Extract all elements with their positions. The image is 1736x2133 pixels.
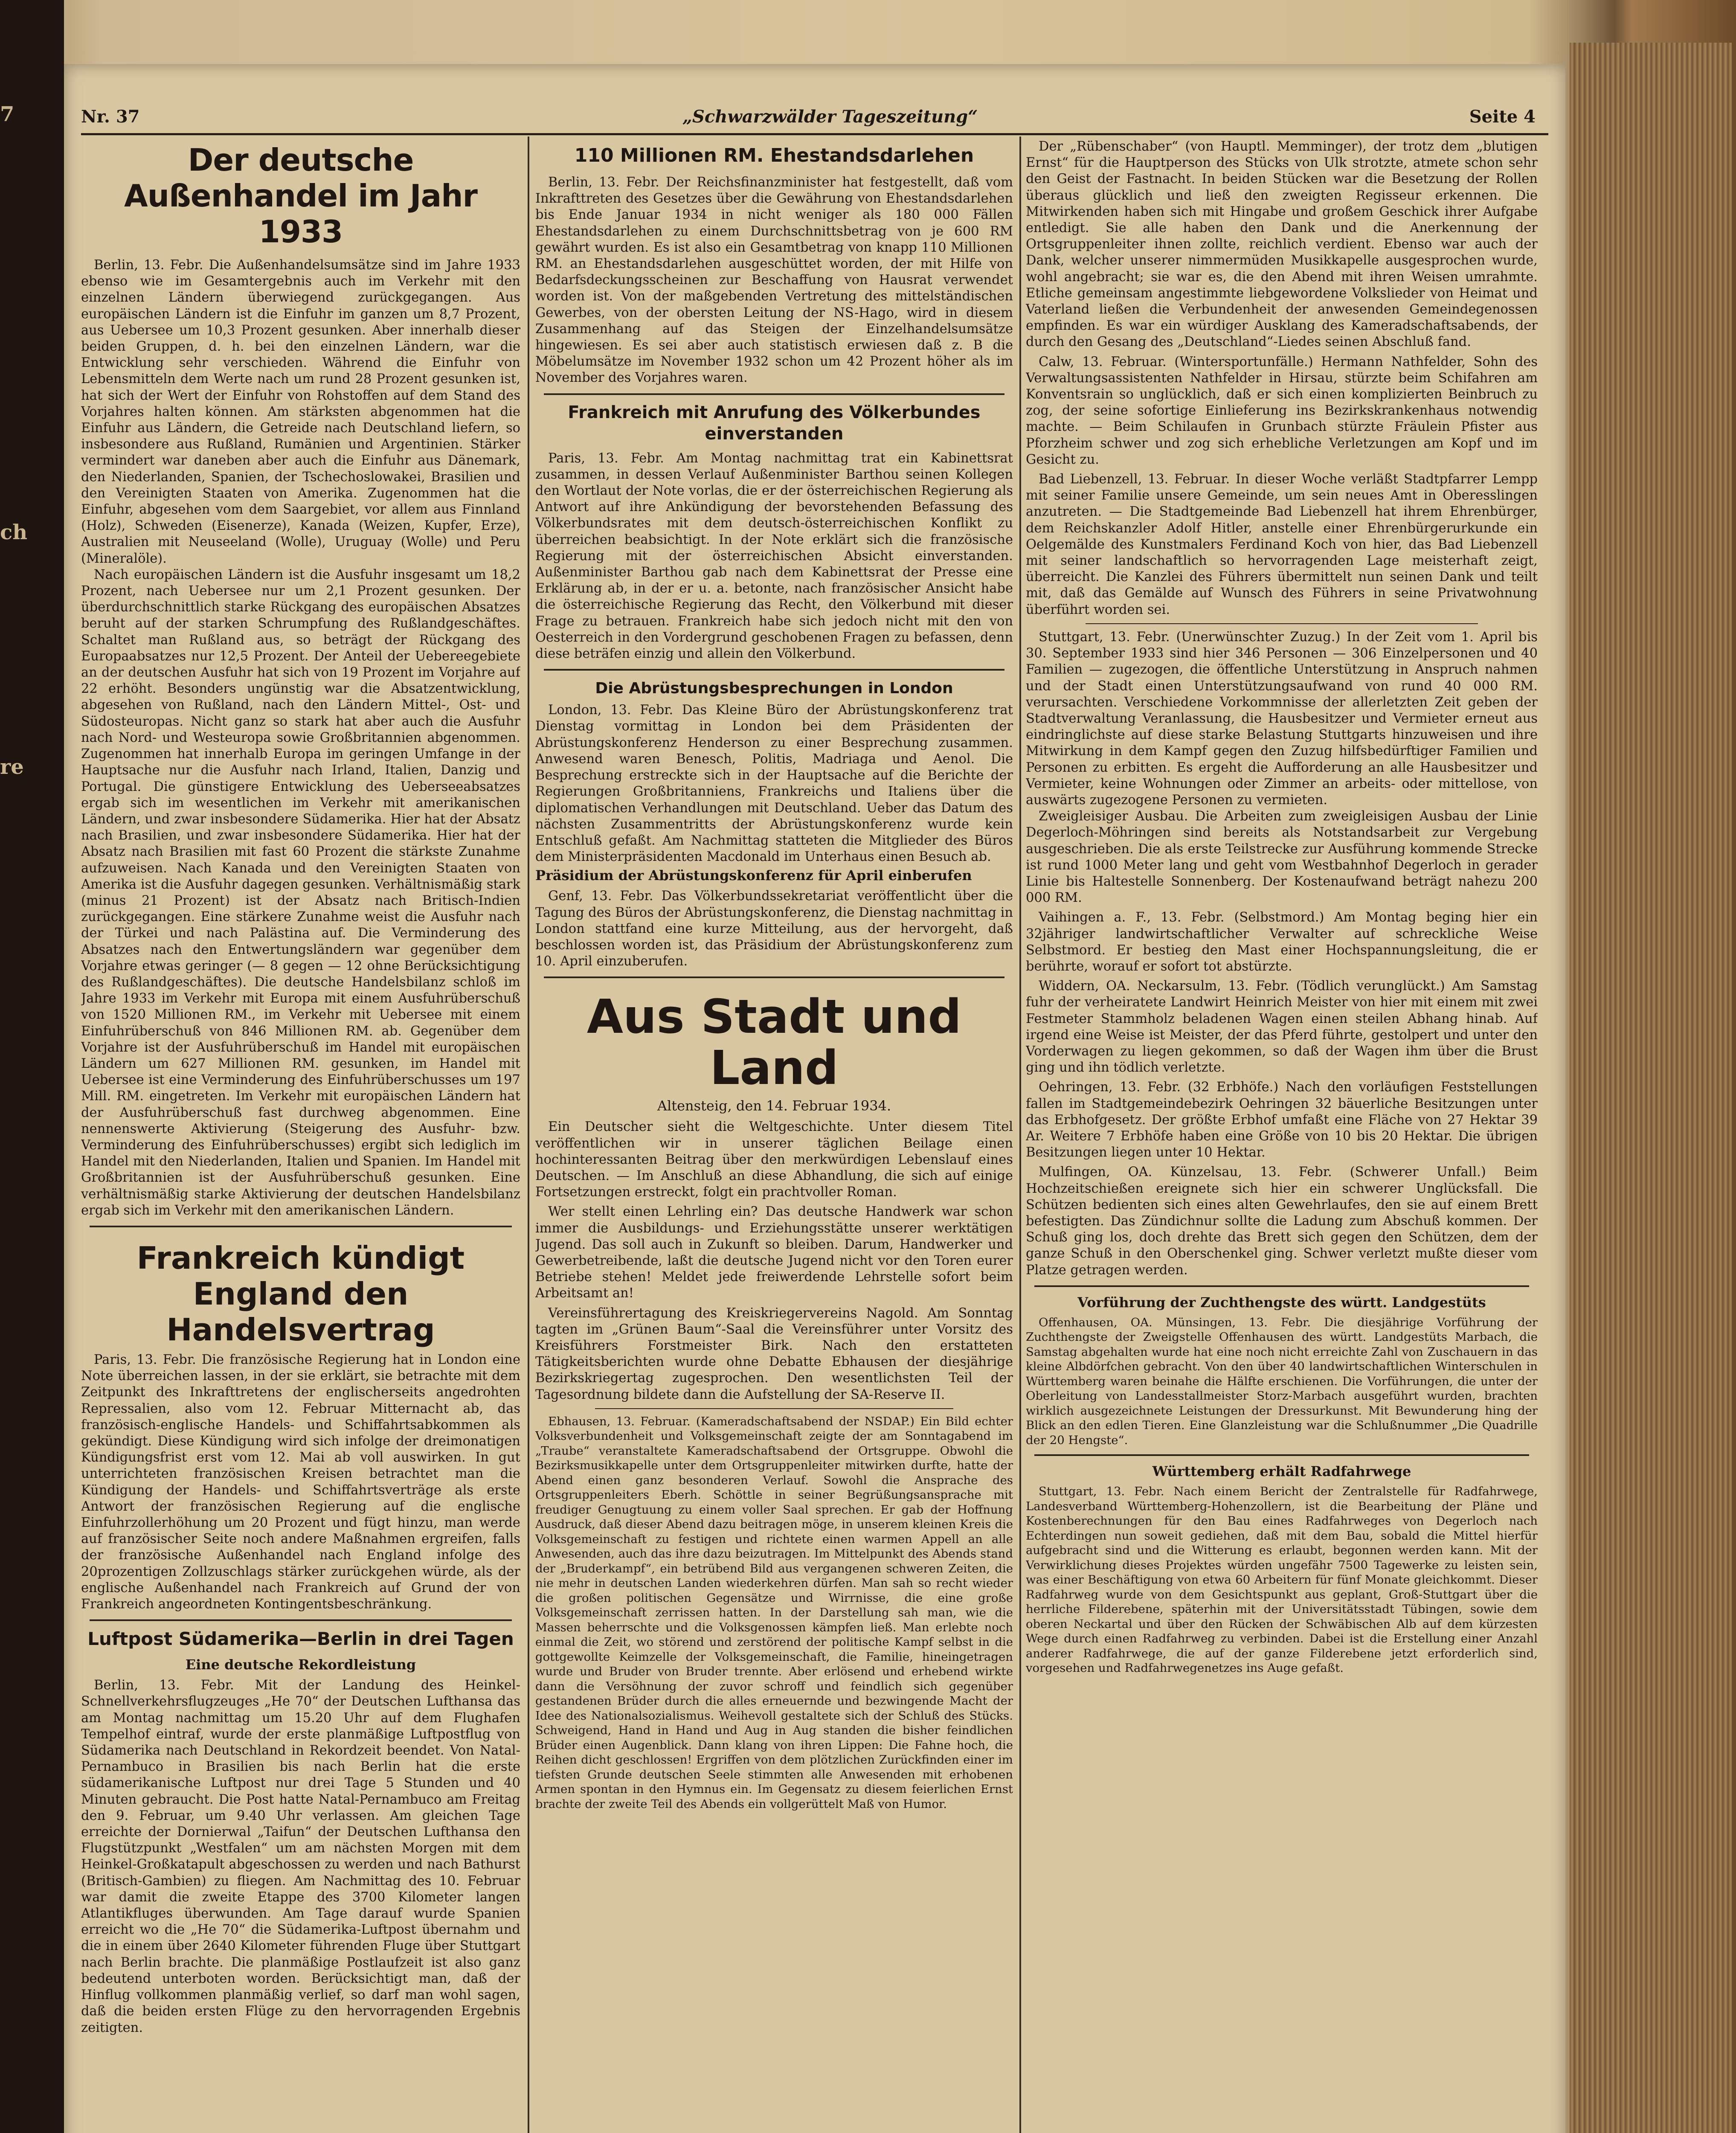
- book-binding: [1570, 43, 1732, 2133]
- article-paragraph: Vaihingen a. F., 13. Febr. (Selbstmord.) Am Montag beging hier ein 32jähriger landwirtschaftlicher Verwalter auf schreckliche Weise Selbstmord. Er bestieg den Mast einer Hochspannungsleitung, die er berührte, worauf er sofort tot abstürzte.: [1026, 910, 1538, 974]
- article-paragraph: Widdern, OA. Neckarsulm, 13. Febr. (Tödlich verunglückt.) Am Samstag fuhr der verheiratete Landwirt Heinrich Meister von hier mit einem mit zwei Festmeter Stammholz beladenen Wagen einen steilen Abhang hinab. Auf irgend eine Weise ist Meister, der das Pferd führte, gestolpert und unter den Vorderwagen zu liegen gekommen, so daß der Wagen ihm über die Brust ging und ihn tödlich verletzte.: [1026, 979, 1538, 1075]
- margin-fragment: ch: [0, 520, 28, 544]
- previous-page-edge: [0, 0, 64, 2133]
- article-paragraph: Zweigleisiger Ausbau. Die Arbeiten zum zweigleisigen Ausbau der Linie Degerloch-Möhringen sind bereits als Notstandsarbeit zur Vergebung ausgeschrieben. Die als erste Teilstrecke zur Ausführung kommende Strecke ist rund 1000 Meter lang und geht vom Westbahnhof Degerloch in gerader Linie bis Haltestelle Sonnenberg. Der Kostenaufwand beträgt nahezu 200 000 RM.: [1026, 809, 1538, 906]
- article-paragraph: Oehringen, 13. Febr. (32 Erbhöfe.) Nach den vorläufigen Feststellungen fallen im Stadtgemeindebezirk Oehringen 32 bäuerliche Besitzungen unter das Erbhofgesetz. Der größte Erbhof umfaßt eine Fläche von 27 Hektar 39 Ar. Weitere 7 Erbhöfe haben eine Größe von 10 bis 20 Hektar. Die übrigen Besitzungen liegen unter 10 Hektar.: [1026, 1080, 1538, 1160]
- separator: [1034, 1285, 1529, 1287]
- article-paragraph: Genf, 13. Febr. Das Völkerbundssekretariat veröffentlicht über die Tagung des Büros der Abrüstungskonferenz, die Dienstag nachmittag in London stattfand eine kurze Mitteilung, aus der hervorgeht, daß beschlossen worden ist, das Präsidium der Abrüstungskonferenz zum 10. April einzuberufen.: [535, 889, 1013, 969]
- article-paragraph: Ebhausen, 13. Februar. (Kameradschaftsabend der NSDAP.) Ein Bild echter Volksverbundenheit und Volksgemeinschaft zeigte der am Sonntagabend im „Traube“ veranstaltete Kameradschaftsabend der Ortsgruppe. Obwohl die Bezirksmusikkapelle unter dem Ortsgruppenleiter mitwirken durfte, hatte der Abend einen ganz besonderen Verlauf. Sowohl die Ansprache des Ortsgruppenleiters Eberh. Schöttle in seiner Begrüßungsansprache mit freudiger Genugtuung zu einem voller Saal sprechen. Er gab der Hoffnung Ausdruck, daß dieser Abend dazu beitragen möge, in unserem kleinen Kreis die Volksgemeinschaft zu festigen und richtete einen warmen Appell an alle Anwesenden, auch das ihre dazu beizutragen. Im Mittelpunkt des Abends stand der „Bruderkampf“, ein betrübend Bild aus vergangenen schweren Zeiten, die nie mehr in deutschen Landen wiederkehren dürfen. Man sah so recht wieder die großen politischen Gegensätze und Wirrnisse, die eine große Volksgemeinschaft zerrissen hatten. In der Darstellung sah man, wie die Massen beherrschte und die Volksgenossen kämpfen ließ. Man erlebte noch einmal die Zeit, wo störend und zerstörend der politische Kampf selbst in die gottgewollte Keimzelle der Volksgemeinschaft, die Familie, hineingetragen wurde und Bruder von Bruder trennte. Aber erlösend und erhebend wirkte dann die Versöhnung der zuvor schroff und feindlich sich gegenüber gestandenen Brüder durch die alles erneuernde und bezwingende Macht der Idee des Nationalsozialismus. Weihevoll gestaltete sich der Schluß des Stücks. Schweigend, Hand in Hand und Aug in Aug standen die bisher feindlichen Brüder einen Augenblick. Dann klang von ihren Lippen: Die Fahne hoch, die Reihen dicht geschlossen! Ergriffen von dem plötzlichen Zurückfinden einer im tiefsten Grunde deutschen Seele stimmten alle Anwesenden mit erhobenen Armen spontan in den Hymnus ein. Im Gegensatz zu diesem feierlichen Ernst brachte der zweite Teil des Abends ein vollgerüttelt Maß von Humor.: [535, 1414, 1013, 1811]
- column-divider: [1019, 137, 1021, 2133]
- article-paragraph: Stuttgart, 13. Febr. Nach einem Bericht der Zentralstelle für Radfahrwege, Landesverband Württemberg-Hohenzollern, ist die Bearbeitung der Pläne und Kostenberechnungen für den Bau eines Radfahrweges von Degerloch nach Echterdingen nun soweit gediehen, daß mit dem Bau, sobald die Mittel hierfür aufgebracht sind und die Witterung es erlaubt, begonnen werden kann. Mit der Verwirklichung dieses Projektes würden ungefähr 7500 Tagewerke zu leisten sein, was einer Beschäftigung von etwa 60 Arbeitern für fünf Monate gleichkommt. Dieser Radfahrweg wurde von dem Gesichtspunkt aus geplant, Groß-Stuttgart über die herrliche Filderebene, späterhin mit der Universitätsstadt Tübingen, sowie dem oberen Neckartal und über den Rücken der Schwäbischen Alb auf dem kürzesten Wege durch einen Radfahrweg zu verbinden. Dabei ist die Erstellung einer Anzahl anderer Radfahrwege, die auf der ganze Filderebene jetzt erforderlich sind, vorgesehen und Radfahrwegenetzes ins Auge gefaßt.: [1026, 1485, 1538, 1675]
- newspaper-name: „Schwarzwälder Tageszeitung“: [682, 107, 978, 127]
- separator: [90, 1619, 512, 1621]
- article-paragraph: Berlin, 13. Febr. Der Reichsfinanzminister hat festgestellt, daß vom Inkrafttreten des Gesetzes über die Gewährung von Ehestandsdarlehen bis Ende Januar 1934 in nicht weniger als 180 000 Fällen Ehestandsdarlehen zu einem Durchschnittsbetrag von je 600 RM gewährt wurden. Es ist also ein Gesamtbetrag von knapp 110 Millionen RM. an Ehestandsdarlehen ausgeschüttet worden, der mit Hilfe von Bedarfsdeckungsscheinen zur Beschaffung von Hausrat verwendet worden ist. Von der maßgebenden Vertretung des mittelständischen Gewerbes, von der obersten Leitung der NS-Hago, wird in diesem Zusammenhang auf das Steigen der Einzelhandelsumsätze hingewiesen. Es sei aber auch statistisch erwiesen daß z. B die Möbelumsätze im November 1932 schon um 42 Prozent höher als im November des Vorjahres waren.: [535, 175, 1013, 386]
- article-paragraph: Wer stellt einen Lehrling ein? Das deutsche Handwerk war schon immer die Ausbildungs- und Erziehungsstätte unserer werktätigen Jugend. Das soll auch in Zukunft so bleiben. Darum, Handwerker und Gewerbetreibende, laßt die deutsche Jugend nicht vor den Toren eurer Betriebe stehen! Meldet jede freiwerdende Lehrstelle sofort beim Arbeitsamt an!: [535, 1204, 1013, 1301]
- article-paragraph: Paris, 13. Febr. Am Montag nachmittag trat ein Kabinettsrat zusammen, in dessen Verlauf Außenminister Barthou seinen Kollegen den Wortlaut der Note vorlas, die er der österreichischen Regierung als Antwort auf ihre Ankündigung der bevorstehenden Befassung des Völkerbundsrates mit dem deutsch-österreichischen Konflikt zu überreichen beabsichtigt. In der Note erklärt sich die französische Regierung mit der österreichischen Absicht einverstanden. Außenminister Barthou gab nach dem Kabinettsrat der Presse eine Erklärung ab, in der er u. a. betonte, nach französischer Ansicht habe die österreichische Regierung das Recht, den Völkerbund mit dieser Frage zu betrauen. Frankreich habe sich jedoch nicht mit den von Oesterreich in den Vordergrund geschobenen Fragen zu befassen, denn diese beträfen einzig und allein den Völkerbund.: [535, 450, 1013, 662]
- separator: [90, 1226, 512, 1227]
- separator: [1034, 1454, 1529, 1456]
- page-header: [81, 107, 1553, 132]
- column-left: [81, 139, 520, 2036]
- article-paragraph: Bad Liebenzell, 13. Februar. In dieser Woche verläßt Stadtpfarrer Lempp mit seiner Familie unsere Gemeinde, um sein neues Amt in Oberesslingen anzutreten. — Die Stadtgemeinde Bad Liebenzell hat ihrem Ehrenbürger, dem Reichskanzler Adolf Hitler, anstelle einer Ehrenbürgerurkunde ein Oelgemälde des Kunstmalers Ferdinand Koch von hier, das Bad Liebenzell mit seiner landschaftlich so hervorragenden Lage meisterhaft zeigt, überreicht. Die Kanzlei des Führers übermittelt nun seinen Dank und teilt mit, daß das Gemälde auf Wunsch des Führers in seine Privatwohnung überführt worden sei.: [1026, 472, 1538, 617]
- margin-fragment: 7: [0, 102, 15, 126]
- separator: [544, 669, 1004, 671]
- article-paragraph: Stuttgart, 13. Febr. (Unerwünschter Zuzug.) In der Zeit vom 1. April bis 30. September 1933 sind hier 346 Personen — 306 Einzelpersonen und 40 Familien — zugezogen, die öffentliche Unterstützung in Anspruch nahmen und der Stadt einen Unterstützungsaufwand von rund 40 000 RM. verursachten. Verschiedene Vorkommnisse der allerletzten Zeit geben der Stadtverwaltung Veranlassung, die Hausbesitzer und Vermieter erneut aus eindringlichste auf diese starke Belastung Stuttgarts hinzuweisen und ihre Mitwirkung in dem Kampf gegen den Zuzug hilfsbedürftiger Familien und Personen zu erbitten. Es ergeht die Aufforderung an alle Hausbesitzer und Vermieter, keine Wohnungen oder Zimmer an arbeits- oder mittellose, von auswärts zugezogene Personen zu vermieten.: [1026, 629, 1538, 808]
- separator: [1086, 623, 1478, 624]
- headline: Luftpost Südamerika—Berlin in drei Tagen: [87, 1628, 514, 1650]
- article-paragraph: Nach europäischen Ländern ist die Ausfuhr insgesamt um 18,2 Prozent, nach Uebersee nur um 2,1 Prozent gesunken. Der überdurchschnittlich starke Rückgang des europäischen Absatzes beruht auf der starken Schrumpfung des Rußlandgeschäftes. Schaltet man Rußland aus, so beträgt der Rückgang des Europaabsatzes nur 12,5 Prozent. Der Anteil der Uebereegebiete an der deutschen Ausfuhr hat sich von 19 Prozent im Vorjahre auf 22 erhöht. Besonders ungünstig war die Absatzentwicklung, abgesehen von Rußland, nach den Ländern Mittel-, Ost- und Südosteuropas. Nicht ganz so stark hat aber auch die Ausfuhr nach Nord- und Westeuropa sowie Großbritannien abgenommen. Zugenommen hat innerhalb Europa im geringen Umfange in der Hauptsache nur die Ausfuhr nach Irland, Italien, Danzig und Portugal. Die günstigere Entwicklung des Ueberseeabsatzes ergab sich im wesentlichen im Verkehr mit amerikanischen Ländern, und zwar insbesondere Südamerika. Hier hat der Absatz nach Brasilien, und zwar insbesondere Südamerika. Hier hat der Absatz nach Brasilien mit fast 60 Prozent die stärkste Zunahme aufzuweisen. Nach Kanada und den Vereinigten Staaten von Amerika ist die Ausfuhr dagegen gesunken. Verhältnismäßig stark (minus 21 Prozent) ist der Absatz nach Britisch-Indien zurückgegangen. Eine stärkere Zunahme weist die Ausfuhr nach der Türkei und nach Palästina auf. Die Verminderung des Absatzes nach den Entwertungsländern war gegenüber dem Vorjahre etwas geringer (— 8 gegen — 12 ohne Berücksichtigung des Rußlandgeschäftes). Die deutsche Handelsbilanz schloß im Jahre 1933 im Verkehr mit Europa mit einem Ausfuhrüberschuß von 1520 Millionen RM., im Verkehr mit Uebersee mit einem Einfuhrüberschuß von 846 Millionen RM. ab. Gegenüber dem Vorjahre ist der Ausfuhrüberschuß im Handel mit europäischen Ländern um 627 Millionen RM. gesunken, im Handel mit Uebersee ist eine Verminderung des Einfuhrüberschusses um 197 Mill. RM. eingetreten. Im Verkehr mit europäischen Ländern hat der Ausfuhrüberschuß fast durchweg abgenommen. Eine nennenswerte Aktivierung (Steigerung des Ausfuhr- bzw. Verminderung des Einfuhrüberschusses) ergibt sich lediglich im Handel mit den Niederlanden, Italien und Spanien. Im Handel mit Großbritannien ist der Ausfuhrüberschuß gesunken. Eine verhältnismäßig starke Aktivierung der deutschen Handelsbilanz ergab sich im Verkehr mit den amerikanischen Ländern.: [81, 567, 520, 1218]
- subheadline: Eine deutsche Rekordleistung: [185, 1656, 416, 1673]
- article-paragraph: Der „Rübenschaber“ (von Hauptl. Memminger), der trotz dem „blutigen Ernst“ für die Hauptperson des Stücks von Ulk strotzte, atmete schon sehr den Geist der Fastnacht. In beiden Stücken war die Besetzung der Rollen überaus glücklich und ließ den zweigten Regisseur erkennen. Die Mitwirkenden haben sich mit Hingabe und großem Geschick ihrer Aufgabe entledigt. Sie alle haben den Dank und die Anerkennung der Ortsgruppenleiter ihnen zollte, reichlich verdient. Ebenso war auch der Dank, welcher unserer nimmermüden Musikkapelle ausgesprochen wurde, wohl angebracht; sie war es, die den Abend mit ihren Weisen umrahmte. Etliche gemeinsam angestimmte liebgewordene Volkslieder von Heimat und Vaterland ließen die Verbundenheit der anwesenden Gemeindegenossen empfinden. Es war ein würdiger Ausklang des Kameradschaftsabends, der durch den Gesang des „Deutschland“-Liedes seinen Abschluß fand.: [1026, 139, 1538, 350]
- headline: Württemberg erhält Radfahrwege: [1152, 1463, 1411, 1480]
- article-paragraph: London, 13. Febr. Das Kleine Büro der Abrüstungskonferenz trat Dienstag vormittag in London bei dem Präsidenten der Abrüstungskonferenz Henderson zu einer Besprechung zusammen. Anwesend waren Benesch, Politis, Madriaga und Aenol. Die Besprechung erstreckte sich in der Hauptsache auf die Berichte der Regierungen Großbritanniens, Frankreichs und Italiens über die diplomatischen Verhandlungen mit Deutschland. Ueber das Datum des nächsten Zusammentritts der Abrüstungskonferenz wurde kein Entschluß gefaßt. Am Nachmittag statteten die Mitglieder des Büros dem Ministerpräsidenten Macdonald im Unterhaus einen Besuch ab.: [535, 703, 1013, 865]
- headline: Der deutsche Außenhandel im Jahr 1933: [124, 142, 477, 250]
- article-paragraph: Paris, 13. Febr. Die französische Regierung hat in London eine Note überreichen lassen, in der sie erklärt, sie betrachte mit dem Zeitpunkt des Inkrafttretens der englischerseits angedrohten Repressalien, also vom 12. Februar Mitternacht ab, das französisch-englische Handels- und Schiffahrtsabkommen als gekündigt. Diese Kündigung wird sich infolge der dreimonatigen Kündigungsfrist erst vom 12. Mai ab voll auswirken. In gut unterrichteten französischen Kreisen betrachtet man die Kündigung der Handels- und Schiffahrtsverträge als erste Antwort der französischen Regierung auf die englische Einfuhrzollerhöhung um 20 Prozent und fügt hinzu, man werde auf französischer Seite noch andere Maßnahmen ergreifen, falls der französische Außenhandel nach England infolge des 20prozentigen Zollzuschlags stärker zurückgehen würde, als der englische Außenhandel nach Frankreich auf Grund der von Frankreich angeordneten Kontingentsbeschränkung.: [81, 1352, 520, 1612]
- article-paragraph: Berlin, 13. Febr. Die Außenhandelsumsätze sind im Jahre 1933 ebenso wie im Gesamtergebnis auch im Verkehr mit den einzelnen Ländern überwiegend zurückgegangen. Aus europäischen Ländern ist die Einfuhr im ganzen um 8,7 Prozent, aus Uebersee um 10,3 Prozent gesunken. Aber innerhalb dieser beiden Gruppen, d. h. bei den einzelnen Ländern, war die Entwicklung sehr verschieden. Während die Einfuhr von Lebensmitteln dem Werte nach um rund 28 Prozent gesunken ist, hat sich der Wert der Einfuhr von Rohstoffen auf dem Stand des Vorjahres halten können. Am stärksten abgenommen hat die Einfuhr aus Ländern, die Getreide nach Deutschland liefern, so insbesondere aus Rußland, Rumänien und Argentinien. Stärker vermindert war daneben aber auch die Einfuhr aus Dänemark, den Niederlanden, Spanien, der Tschechoslowakei, Brasilien und den Vereinigten Staaten von Amerika. Zugenommen hat die Einfuhr, abgesehen vom dem Saargebiet, vor allem aus Finnland (Holz), Schweden (Eisenerze), Kanada (Weizen, Kupfer, Erze), Australien mit Neuseeland (Wolle), Uruguay (Wolle) und Peru (Mineralöle).: [81, 258, 520, 566]
- headline: 110 Millionen RM. Ehestandsdarlehen: [574, 145, 974, 166]
- article-paragraph: Berlin, 13. Febr. Mit der Landung des Heinkel-Schnellverkehrsflugzeuges „He 70“ der Deutschen Lufthansa das am Montag nachmittag um 15.20 Uhr auf dem Flughafen Tempelhof eintraf, wurde der erste planmäßige Luftpostflug von Südamerika nach Deutschland in Rekordzeit beendet. Von Natal-Pernambuco in Brasilien bis nach Berlin hat die erste südamerikanische Luftpost nur drei Tage 5 Stunden und 40 Minuten gebraucht. Die Post hatte Natal-Pernambuco am Freitag den 9. Februar, um 9.40 Uhr verlassen. Am gleichen Tage erreichte der Dornierwal „Taifun“ der Deutschen Lufthansa den Flugstützpunkt „Westfalen“ um am nächsten Morgen mit dem Heinkel-Großkatapult abgeschossen zu werden und nach Bathurst (Britisch-Gambien) zu fliegen. Am Nachmittag des 10. Februar war damit die zweite Etappe des 3700 Kilometer langen Atlantikfluges überwunden. Am Tage darauf wurde Spanien erreicht wo die „He 70“ die Südamerika-Luftpost übernahm und die in einem über 2640 Kilometer führenden Fluge über Stuttgart nach Berlin brachte. Die planmäßige Postlaufzeit ist also ganz bedeutend unterboten worden. Berücksichtigt man, daß der Hinflug vollkommen planmäßig verlief, so darf man wohl sagen, daß die beiden ersten Flüge zu den hervorragenden Ergebnis zeitigten.: [81, 1678, 520, 2035]
- article-paragraph: Vereinsführertagung des Kreiskriegervereins Nagold. Am Sonntag tagten im „Grünen Baum“-Saal die Vereinsführer unter Vorsitz des Kreisführers Forstmeister Birk. Nach den erstatteten Tätigkeitsberichten wurde ohne Debatte Ebhausen der diesjährige Bezirkskriegertag zugesprochen. Den wesentlichsten Teil der Tagesordnung bildete dann die Aufstellung der SA-Reserve II.: [535, 1305, 1013, 1402]
- column-right: [1026, 139, 1538, 1676]
- article-paragraph: Mulfingen, OA. Künzelsau, 13. Febr. (Schwerer Unfall.) Beim Hochzeitschießen ereignete sich hier ein schwerer Unglücksfall. Die Schützen bedienten sich eines alten Gewehrlaufes, den sie auf einem Brett befestigten. Das Zündichnur sollte die Ladung zum Abschuß kommen. Der Schuß ging los, doch drehte das Brett sich gegen den Schützen, dem der ganze Schuß in den Oberschenkel ging. Schwer verletzt mußte dieser vom Platze getragen werden.: [1026, 1165, 1538, 1278]
- header-rule: [81, 133, 1548, 135]
- margin-fragment: re: [0, 755, 24, 779]
- article-paragraph: Calw, 13. Februar. (Wintersportunfälle.) Hermann Nathfelder, Sohn des Verwaltungsassistenten Nathfelder in Hirsau, stürzte beim Schifahren am Konventsrain so unglücklich, daß er sich einen komplizierten Beinbruch zu zog, der seine sofortige Einlieferung ins Bezirkskrankenhaus notwendig machte. — Beim Schilaufen in Grunbach stürzte Fräulein Pfister aus Pforzheim schwer und zog sich erhebliche Verletzungen am Kopf und im Gesicht zu.: [1026, 354, 1538, 467]
- headline: Frankreich mit Anrufung des Völkerbundes einverstanden: [568, 402, 981, 444]
- column-divider: [528, 137, 529, 2133]
- article-paragraph: Offenhausen, OA. Münsingen, 13. Febr. Die diesjährige Vorführung der Zuchthengste der Zweigstelle Offenhausen des württ. Landgestüts Marbach, die Samstag abgehalten wurde hat eine noch nicht erreichte Zahl von Zuschauern in das kleine Albdörfchen gebracht. Von den über 40 landwirtschaftlichen Winterschulen in Württemberg waren beinahe die Hälfte erschienen. Die Vorführungen, die unter der Oberleitung von Landesstallmeister Storz-Marbach ausgeführt wurden, brachten wirklich ausgezeichnete Leistungen der Dressurkunst. Mit Bewunderung hing der Blick an den edlen Tieren. Eine Glanzleistung war die Schlußnummer „Die Quadrille der 20 Hengste“.: [1026, 1315, 1538, 1447]
- headline: Vorführung der Zuchthengste des württ. Landgestüts: [1077, 1294, 1486, 1311]
- headline: Frankreich kündigt England den Handelsvertrag: [136, 1240, 465, 1348]
- article-paragraph: Ein Deutscher sieht die Weltgeschichte. Unter diesem Titel veröffentlichen wir in unserer täglichen Beilage einen hochinteressanten Beitrag über den merkwürdigen Lebenslauf eines Deutschen. — Im Anschluß an diese Abhandlung, die sich auf einige Fortsetzungen erstreckt, folgt ein prachtvoller Roman.: [535, 1119, 1013, 1200]
- separator: [544, 393, 1004, 395]
- headline: Die Abrüstungsbesprechungen in London: [595, 680, 953, 697]
- page-number: Seite 4: [1469, 107, 1536, 127]
- section-title: Aus Stadt und Land: [586, 989, 962, 1096]
- separator: [544, 976, 1004, 978]
- separator: [595, 1408, 953, 1409]
- subheadline: Präsidium der Abrüstungskonferenz für April einberufen: [535, 867, 972, 884]
- dateline: Altensteig, den 14. Februar 1934.: [657, 1098, 891, 1114]
- column-middle: [535, 139, 1013, 1811]
- issue-number: Nr. 37: [81, 107, 140, 127]
